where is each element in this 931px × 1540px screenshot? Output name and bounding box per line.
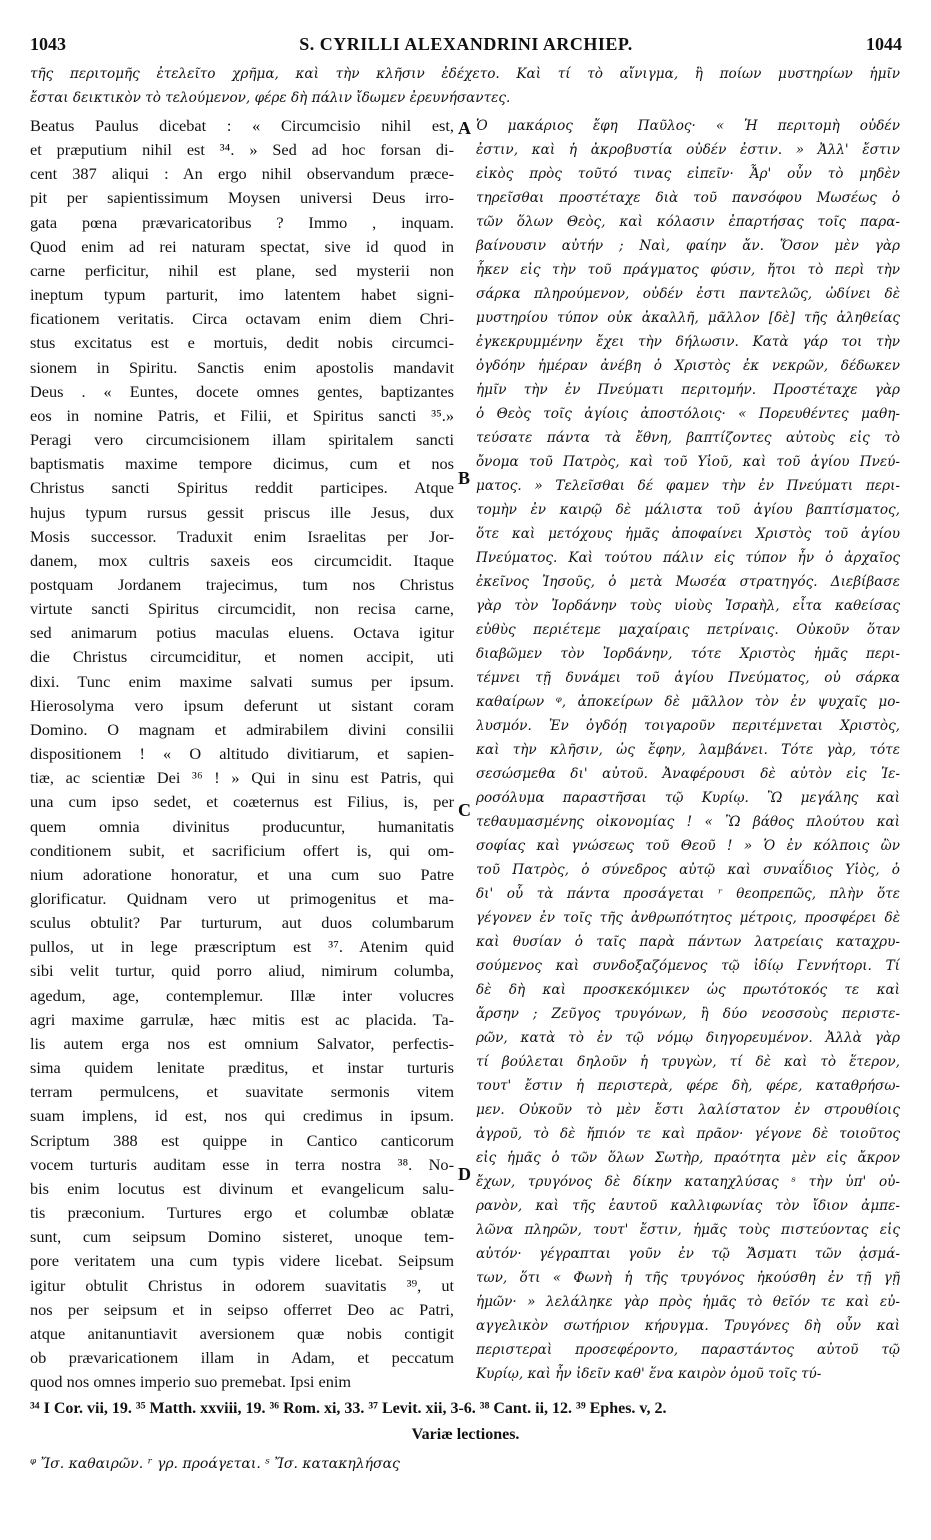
- greek-line: περιστεραὶ προσεφέροντο, παραστάντος αὐτοῦ τῷ: [476, 1342, 900, 1358]
- latin-line: sed animarum potius maculas eluens. Octava igitur: [30, 623, 454, 643]
- latin-line: dispositionem ! « O altitudo divitiarum, et sapien-: [30, 744, 454, 764]
- latin-line: agri maxime garrulæ, hæc mitis est ac placida. Ta-: [30, 1009, 454, 1029]
- latin-line: sionem in Spiritu. Sanctis enim apostolis mandavit: [30, 357, 454, 377]
- latin-line: postquam Jordanem trajecimus, tum nos Christus: [30, 574, 454, 594]
- greek-line: εἰς ἡμᾶς ὁ τῶν ὅλων Σωτὴρ, πραότητα μὲν εἰς ἄκρον: [476, 1150, 900, 1166]
- greek-line: τεύσατε πάντα τὰ ἔθνη, βαπτίζοντες αὐτοὺς εἰς τὸ: [476, 430, 900, 446]
- latin-line: una cum ipso sedet, et coæternus est Filius, is, per: [30, 792, 454, 812]
- greek-line: των, ὅτι « Φωνὴ ἡ τῆς τρυγόνος ἠκούσθη ἐν τῇ γῇ: [476, 1270, 900, 1286]
- latin-line: nium adoratione honoratur, et una cum suo Patre: [30, 864, 454, 884]
- intro-line: τῆς περιτομῆς ἐτελεῖτο χρῆμα, καὶ τὴν κλῆσιν ἐδέχετο. Καὶ τί τὸ αἴνιγμα, ἢ ποίων μυστηρίων ἡμῖν: [30, 66, 900, 82]
- section-marker-b: B: [458, 468, 471, 488]
- latin-line: igitur obtulit Christus in odorem suavitatis ³⁹, ut: [30, 1275, 454, 1295]
- latin-line: danem, mox cultris saxeis eos circumcidit. Itaque: [30, 550, 454, 570]
- greek-line: τῶν ὅλων Θεὸς, καὶ κόλασιν ἐπαρτήσας τοῖς παρα-: [476, 214, 900, 230]
- latin-line: quem omnia divinitus producuntur, humanitatis: [30, 816, 454, 836]
- greek-line: ἐκεῖνος Ἰησοῦς, ὁ μετὰ Μωσέα στρατηγός. Διεβίβασε: [476, 574, 900, 590]
- latin-line: suam implens, id est, nos qui credimus in ipsum.: [30, 1106, 454, 1126]
- greek-line: ἐγκεκρυμμένην ἔχει τὴν δήλωσιν. Κατὰ γάρ τοι τὴν: [476, 334, 900, 350]
- latin-line: Peragi vero circumcisionem illam spiritalem sancti: [30, 430, 454, 450]
- greek-line: ὁ Θεὸς τοῖς ἁγίοις ἀποστόλοις· « Πορευθέντες μαθη-: [476, 406, 900, 422]
- greek-line: δι' οὗ τὰ πάντα προσάγεται ʳ θεοπρεπῶς, πλὴν ὅτε: [476, 886, 900, 902]
- greek-line: καὶ τὴν κλῆσιν, ὡς ἔφην, λαμβάνει. Τότε γὰρ, τότε: [476, 742, 900, 758]
- latin-line: sima quidem lenitate præditus, et instar turturis: [30, 1058, 454, 1078]
- greek-line: ρῶν, κατὰ τὸ ἐν τῷ νόμῳ διηγορευμένον. Ἀλλὰ γὰρ: [476, 1030, 900, 1046]
- latin-line: nos per seipsum et in seipso offerret Deo ac Patri,: [30, 1299, 454, 1319]
- running-header: [30, 34, 902, 58]
- latin-line: pullos, ut in lege præscriptum est ³⁷. Atenim quid: [30, 937, 454, 957]
- greek-line: σοφίας καὶ γνώσεως τοῦ Θεοῦ ! » Ὁ ἐν κόλποις ὢν: [476, 838, 900, 854]
- greek-line: ἀγροῦ, τὸ δὲ ἤπιόν τε καὶ πρᾶον· γέγονε δὲ τοιοῦτος: [476, 1126, 900, 1142]
- latin-line: tiæ, ac scientiæ Dei ³⁶ ! » Qui in sinu est Patris, qui: [30, 768, 454, 788]
- latin-line: ineptum typum parturit, imo latentem habet signi-: [30, 285, 454, 305]
- latin-line: atque anitanuntiavit aversionem quæ nobis contigit: [30, 1323, 454, 1343]
- greek-line: ματος. » Τελεῖσθαι δέ φαμεν τὴν ἐν Πνεύματι περι-: [476, 478, 900, 494]
- latin-line: quod nos omnes imperio suo premebat. Ipsi enim: [30, 1372, 352, 1392]
- column-number-right: 1044: [866, 34, 902, 54]
- greek-line: τηρεῖσθαι προστέταχε διὰ τοῦ πανσόφου Μωσέως ὁ: [476, 190, 900, 206]
- latin-line: die Christus circumciditur, et nomen accipit, uti: [30, 647, 454, 667]
- greek-line: ὅτε καὶ μετόχους ἡμᾶς ἀποφαίνει Χριστὸς τοῦ ἁγίου: [476, 526, 900, 542]
- greek-line: μεν. Οὐκοῦν τὸ μὲν ἔστι λαλίστατον ἐν στρουθίοις: [476, 1102, 900, 1118]
- latin-line: conditionem subit, et sacrificium offert is, qui om-: [30, 840, 454, 860]
- greek-line: τουτ' ἔστιν ἡ περιστερὰ, φέρε δὴ, φέρε, καταθρήσω-: [476, 1078, 900, 1094]
- latin-line: sunt, cum seipsum Domino sisteret, unoque tem-: [30, 1227, 454, 1247]
- latin-line: ob prævaricationem illam in Adam, et peccatum: [30, 1347, 454, 1367]
- running-title: S. CYRILLI ALEXANDRINI ARCHIEP.: [299, 34, 633, 54]
- latin-line: Quod enim ad rei naturam spectat, sive id quod in: [30, 236, 454, 256]
- latin-line: cent 387 aliqui : An ergo nihil observandum præce-: [30, 164, 454, 184]
- greek-line: ἡμῖν τὴν ἐν Πνεύματι περιτομήν. Προστέταχε γὰρ: [476, 382, 900, 398]
- greek-line: ἡμῶν· » λελάληκε γὰρ πρὸς ἡμᾶς τὸ θεῖόν τε καὶ εὐ-: [476, 1294, 900, 1310]
- greek-line: εἰκὸς πρὸς τοῦτό τινας εἰπεῖν· Ἆρ' οὖν τὸ μηδὲν: [476, 166, 900, 182]
- latin-line: carne perficitur, nihil est plane, sed mysterii non: [30, 260, 454, 280]
- greek-line: γὰρ τὸν Ἰορδάνην τοὺς υἱοὺς Ἰσραὴλ, εἶτα καθείσας: [476, 598, 900, 614]
- intro-greek-text: [30, 62, 900, 110]
- greek-line: λυσμόν. Ἐν ὀγδόῃ τοιγαροῦν περιτέμνεται Χριστὸς,: [476, 718, 900, 734]
- variae-lectiones-heading: Variæ lectiones.: [411, 1426, 520, 1443]
- latin-line: virtute sancti Spiritus circumcidit, non recisa carne,: [30, 599, 454, 619]
- greek-line: καὶ θυσίαν ὁ ταῖς παρὰ πάντων λατρείαις καταχρυ-: [476, 934, 900, 950]
- greek-line: καθαίρων ᵠ, ἀποκείρων δὲ μᾶλλον τὸν ἐν ψυχαῖς μο-: [476, 694, 900, 710]
- latin-line: tis præconium. Turtures ergo et columbæ oblatæ: [30, 1203, 454, 1223]
- latin-line: et præputium nihil est ³⁴. » Sed ad hoc forsan di-: [30, 140, 454, 160]
- greek-line: ἧκεν εἰς τὴν τοῦ πράγματος φύσιν, ἤτοι τὸ περὶ τὴν: [476, 262, 900, 278]
- latin-line: baptismatis maxime tempore dicimus, cum et nos: [30, 454, 454, 474]
- greek-line: ὄνομα τοῦ Πατρὸς, καὶ τοῦ Υἱοῦ, καὶ τοῦ ἁγίου Πνεύ-: [476, 454, 900, 470]
- latin-line: pit per sapientissimum Moysen universi Deus irro-: [30, 188, 454, 208]
- latin-line: Deus . « Euntes, docete omnes gentes, baptizantes: [30, 381, 454, 401]
- latin-line: Domino. O magnam et admirabilem divini consilii: [30, 719, 454, 739]
- latin-line: stus excitatus est e mortuis, dedit nobis circumci-: [30, 333, 454, 353]
- greek-line: Ὁ μακάριος ἔφη Παῦλος· « Ἡ περιτομὴ οὐδέν: [476, 118, 900, 134]
- column-number-left: 1043: [30, 34, 66, 54]
- latin-line: Christus sancti Spiritus reddit participes. Atque: [30, 478, 454, 498]
- latin-line: Beatus Paulus dicebat : « Circumcisio nihil est,: [30, 116, 454, 135]
- latin-line: sculus obtulit? Par turturum, aut duos columbarum: [30, 913, 454, 933]
- latin-column: [30, 114, 454, 1394]
- greek-line: τοῦ Πατρὸς, ὁ σύνεδρος αὐτῷ καὶ συναΐδιος Υἱὸς, ὁ: [476, 862, 900, 878]
- latin-line: bis enim locutus est divinum et evangelicum salu-: [30, 1178, 454, 1198]
- greek-line: Πνεύματος. Καὶ τούτου πάλιν εἰς τύπον ἦν ὁ ἀρχαῖος: [476, 550, 900, 566]
- latin-line: agedum, age, contemplemur. Illæ inter volucres: [30, 985, 454, 1005]
- greek-line: δὲ δὴ καὶ προσκεκόμικεν ὡς πρωτότοκός τε καὶ: [476, 982, 900, 998]
- section-marker-c: C: [458, 800, 471, 820]
- greek-column: [476, 114, 900, 1386]
- greek-line: ρανὸν, καὶ τῆς ἑαυτοῦ καλλιφωνίας τὸν ἴδιον ἀμπε-: [476, 1198, 900, 1214]
- latin-line: Scriptum 388 est quippe in Cantico canticorum: [30, 1130, 454, 1150]
- greek-line: σάρκα πληρούμενον, οὐδέν ἐστι παντελῶς, ὠδίνει δὲ: [476, 286, 900, 302]
- latin-line: vocem turturis auditam esse in terra nostra ³⁸. No-: [30, 1154, 454, 1174]
- greek-line: ἐστιν, καὶ ἡ ἀκροβυστία οὐδέν ἐστιν. » Ἀλλ' ἔστιν: [476, 142, 900, 158]
- section-marker-d: D: [458, 1164, 471, 1184]
- greek-line: διαβῶμεν τὸν Ἰορδάνην, τότε Χριστὸς ἡμᾶς περι-: [476, 646, 900, 662]
- greek-line: τεθαυμασμένης οἰκονομίας ! « Ὢ βάθος πλούτου καὶ: [476, 814, 900, 830]
- latin-line: gata pœna prævaricatoribus ? Immo , inquam.: [30, 212, 454, 232]
- greek-line: ἔχων, τρυγόνος δὲ δίκην καταηχλύσας ˢ τὴν ὑπ' οὐ-: [476, 1174, 900, 1190]
- greek-line: σούμενος καὶ συνδοξαζόμενος τῷ ἰδίῳ Γεννήτορι. Τί: [476, 958, 900, 974]
- greek-line: λῶνα πληρῶν, τουτ' ἔστιν, ἡμᾶς τοὺς πιστεύοντας εἰς: [476, 1222, 900, 1238]
- greek-line: εὐθὺς περιέτεμε μαχαίραις πετρίναις. Οὐκοῦν ὅταν: [476, 622, 900, 638]
- latin-line: ficationem veritatis. Circa octavam enim diem Chri-: [30, 309, 454, 329]
- latin-line: pore veritatem una cum typis videre licebat. Seipsum: [30, 1251, 454, 1271]
- greek-line: αγγελικὸν σωτήριον κήρυγμα. Τρυγόνες δὴ οὖν καὶ: [476, 1318, 900, 1334]
- greek-line: ροσόλυμα παραστῆσαι τῷ Κυρίῳ. Ὢ μεγάλης καὶ: [476, 790, 900, 806]
- greek-line: αὐτόν· γέγραπται γοῦν ἐν τῷ Ἄσματι τῶν ᾀσμά-: [476, 1246, 900, 1262]
- variae-lectiones: ᵠ Ἴσ. καθαιρῶν. ʳ γρ. προάγεται. ˢ Ἴσ. κατακηλήσας: [30, 1456, 400, 1472]
- latin-line: dixi. Tunc enim maxime salvati sumus per ipsum.: [30, 671, 454, 691]
- intro-line: ἔσται δεικτικὸν τὸ τελούμενον, φέρε δὴ πάλιν ἴδωμεν ἐρευνήσαντες.: [30, 90, 511, 106]
- latin-line: lis autem erga nos est omnium Salvator, perfectis-: [30, 1033, 454, 1053]
- latin-line: Mosis successor. Traduxit enim Israelitas per Jor-: [30, 526, 454, 546]
- greek-line: τέμνει τῇ δυνάμει τοῦ ἁγίου Πνεύματος, οὐ σάρκα: [476, 670, 900, 686]
- greek-line: γέγονεν ἐν τοῖς τῆς ἀνθρωπότητος μέτροις, προσφέρει δὲ: [476, 910, 900, 926]
- latin-line: Hierosolyma vero ipsum deferunt ut sistant coram: [30, 695, 454, 715]
- greek-line: ὀγδόην ἡμέραν ἀνέβη ὁ Χριστὸς ἐκ νεκρῶν, δέδωκεν: [476, 358, 900, 374]
- latin-line: sibi velit turtur, quid porro aliud, nimirum columba,: [30, 961, 454, 981]
- greek-line: ἄρσην ; Ζεῦγος τρυγόνων, ἢ δύο νεοσσοὺς περιστε-: [476, 1006, 900, 1022]
- latin-line: hujus typum rursus gessit priscus ille Jesus, dux: [30, 502, 454, 522]
- greek-line: τομὴν ἐν καιρῷ δὲ μάλιστα τοῦ ἁγίου βαπτίσματος,: [476, 502, 900, 518]
- greek-line: βαίνουσιν αὐτήν ; Ναὶ, φαίην ἄν. Ὅσον μὲν γὰρ: [476, 238, 900, 254]
- latin-line: terram permulcens, et suavitate sermonis vitem: [30, 1082, 454, 1102]
- latin-line: glorificatur. Quidnam vero ut primogenitus et ma-: [30, 889, 454, 908]
- latin-line: eos in nomine Patris, et Filii, et Spiritus sancti ³⁵.»: [30, 405, 454, 425]
- greek-line: μυστηρίου τύπον οὐκ ἀκαλλῆ, μᾶλλον [δὲ] τῆς ἀληθείας: [476, 310, 900, 326]
- greek-line: σεσώσμεθα δι' αὐτοῦ. Ἀναφέρουσι δὲ αὐτὸν εἰς Ἱε-: [476, 766, 900, 782]
- greek-line: τί βούλεται δηλοῦν ἡ τρυγὼν, τί δὲ καὶ τὸ ἕτερον,: [476, 1054, 900, 1070]
- footnotes: ³⁴ I Cor. vii, 19. ³⁵ Matth. xxviii, 19. ³⁶ Rom. xi, 33. ³⁷ Levit. xii, 3-6. ³⁸ Cant. ii, 12. ³⁹ Ephes. v, 2.: [30, 1400, 667, 1417]
- section-marker-a: A: [458, 118, 471, 138]
- greek-line: Κυρίῳ, καὶ ἦν ἰδεῖν καθ' ἕνα καιρὸν ὁμοῦ τοῖς τύ-: [476, 1366, 822, 1382]
